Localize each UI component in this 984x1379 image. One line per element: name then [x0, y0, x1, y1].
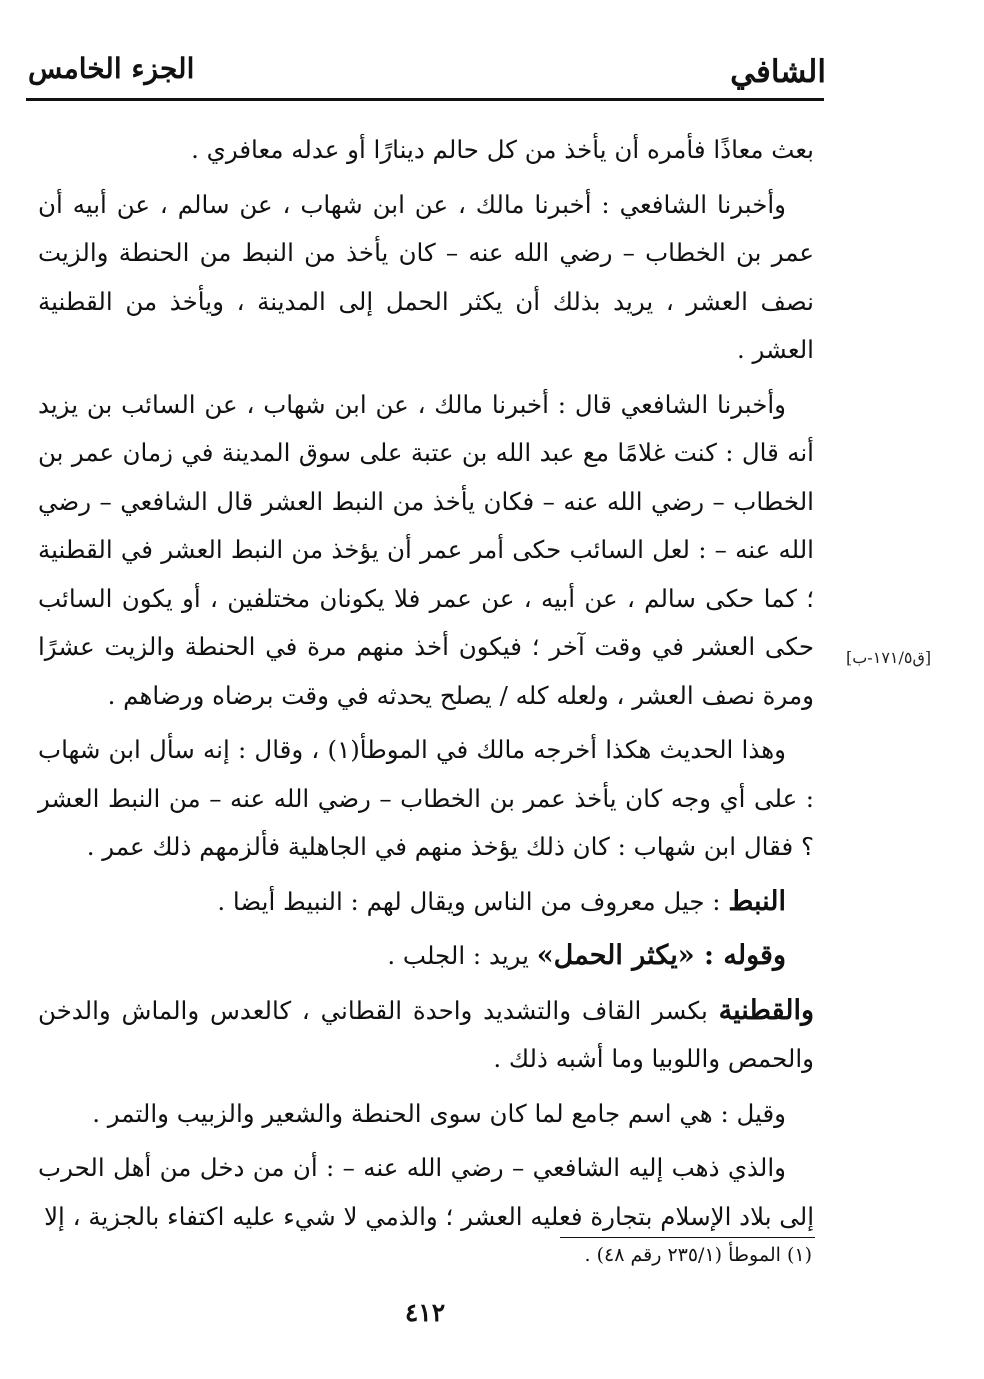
definition-qitniyya — [38, 987, 814, 1084]
definition-term: وقوله : «يكثر الحمل» — [536, 940, 786, 971]
header-volume-title: الجزء الخامس — [28, 52, 195, 85]
footnote: (١) الموطأ (٢٣٥/١ رقم ٤٨) . — [584, 1244, 812, 1266]
manuscript-folio-note: [ق١٧١/٥-ب] — [846, 648, 932, 667]
main-text — [38, 126, 814, 1247]
running-header — [28, 48, 826, 94]
paragraph: بعث معاذًا فأمره أن يأخذ من كل حالم دينارًا أو عدله معافري . — [191, 135, 814, 164]
paragraph: وقيل : هي اسم جامع لما كان سوى الحنطة والشعير والزبيب والتمر . — [92, 1098, 786, 1128]
definition-text: بكسر القاف والتشديد واحدة القطاني ، كالعدس والماش والدخن والحمص واللوبيا وما أشبه ذلك . — [38, 995, 814, 1073]
page-number: ٤١٢ — [404, 1298, 446, 1327]
header-book-title: الشافي — [730, 54, 826, 90]
definition-yukthir — [38, 932, 814, 981]
footnote-divider — [560, 1237, 815, 1238]
header-divider — [26, 98, 824, 101]
definition-nabat — [38, 878, 814, 927]
paragraph: وأخبرنا الشافعي : أخبرنا مالك ، عن ابن شهاب ، عن سالم ، عن أبيه أن عمر بن الخطاب – رضي الله عنه – كان يأخذ من النبط من الحنطة والزيت نصف العشر ، يريد بذلك أن يكثر الحمل إلى المدينة ، ويأخذ من القطنية العشر . — [38, 189, 814, 364]
definition-term: والقطنية — [718, 994, 814, 1026]
definition-term: النبط — [728, 885, 786, 917]
paragraph: وهذا الحديث هكذا أخرجه مالك في الموطأ(١) ، وقال : إنه سأل ابن شهاب : على أي وجه كان يأخذ عمر بن الخطاب – رضي الله عنه – من النبط العشر ؟ فقال ابن شهاب : كان ذلك يؤخذ منهم في الجاهلية فألزمهم ذلك عمر . — [38, 735, 814, 861]
definition-text: يريد : الجلب . — [387, 941, 529, 970]
paragraph: والذي ذهب إليه الشافعي – رضي الله عنه – : أن من دخل من أهل الحرب إلى بلاد الإسلام بتجارة فعليه العشر ؛ والذمي لا شيء عليه اكتفاء بالجزية ، إلا — [38, 1153, 814, 1231]
paragraph: وأخبرنا الشافعي قال : أخبرنا مالك ، عن ابن شهاب ، عن السائب بن يزيد أنه قال : كنت غلامًا مع عبد الله بن عتبة على سوق المدينة في زمان عمر بن الخطاب – رضي الله عنه – فكان يأخذ من النبط العشر قال الشافعي – رضي الله عنه – : لعل السائب حكى أمر عمر أن يؤخذ من النبط العشر في القطنية ؛ كما حكى سالم ، عن أبيه ، عن عمر فلا يكونان مختلفين ، أو يكون السائب حكى العشر في وقت آخر ؛ فيكون أخذ منهم مرة في الحنطة والزيت عشرًا ومرة نصف العشر ، ولعله كله / يصلح يحدثه في وقت برضاه ورضاهم . — [38, 389, 814, 710]
definition-text: : جيل معروف من الناس ويقال لهم : النبيط أيضا . — [217, 886, 721, 916]
